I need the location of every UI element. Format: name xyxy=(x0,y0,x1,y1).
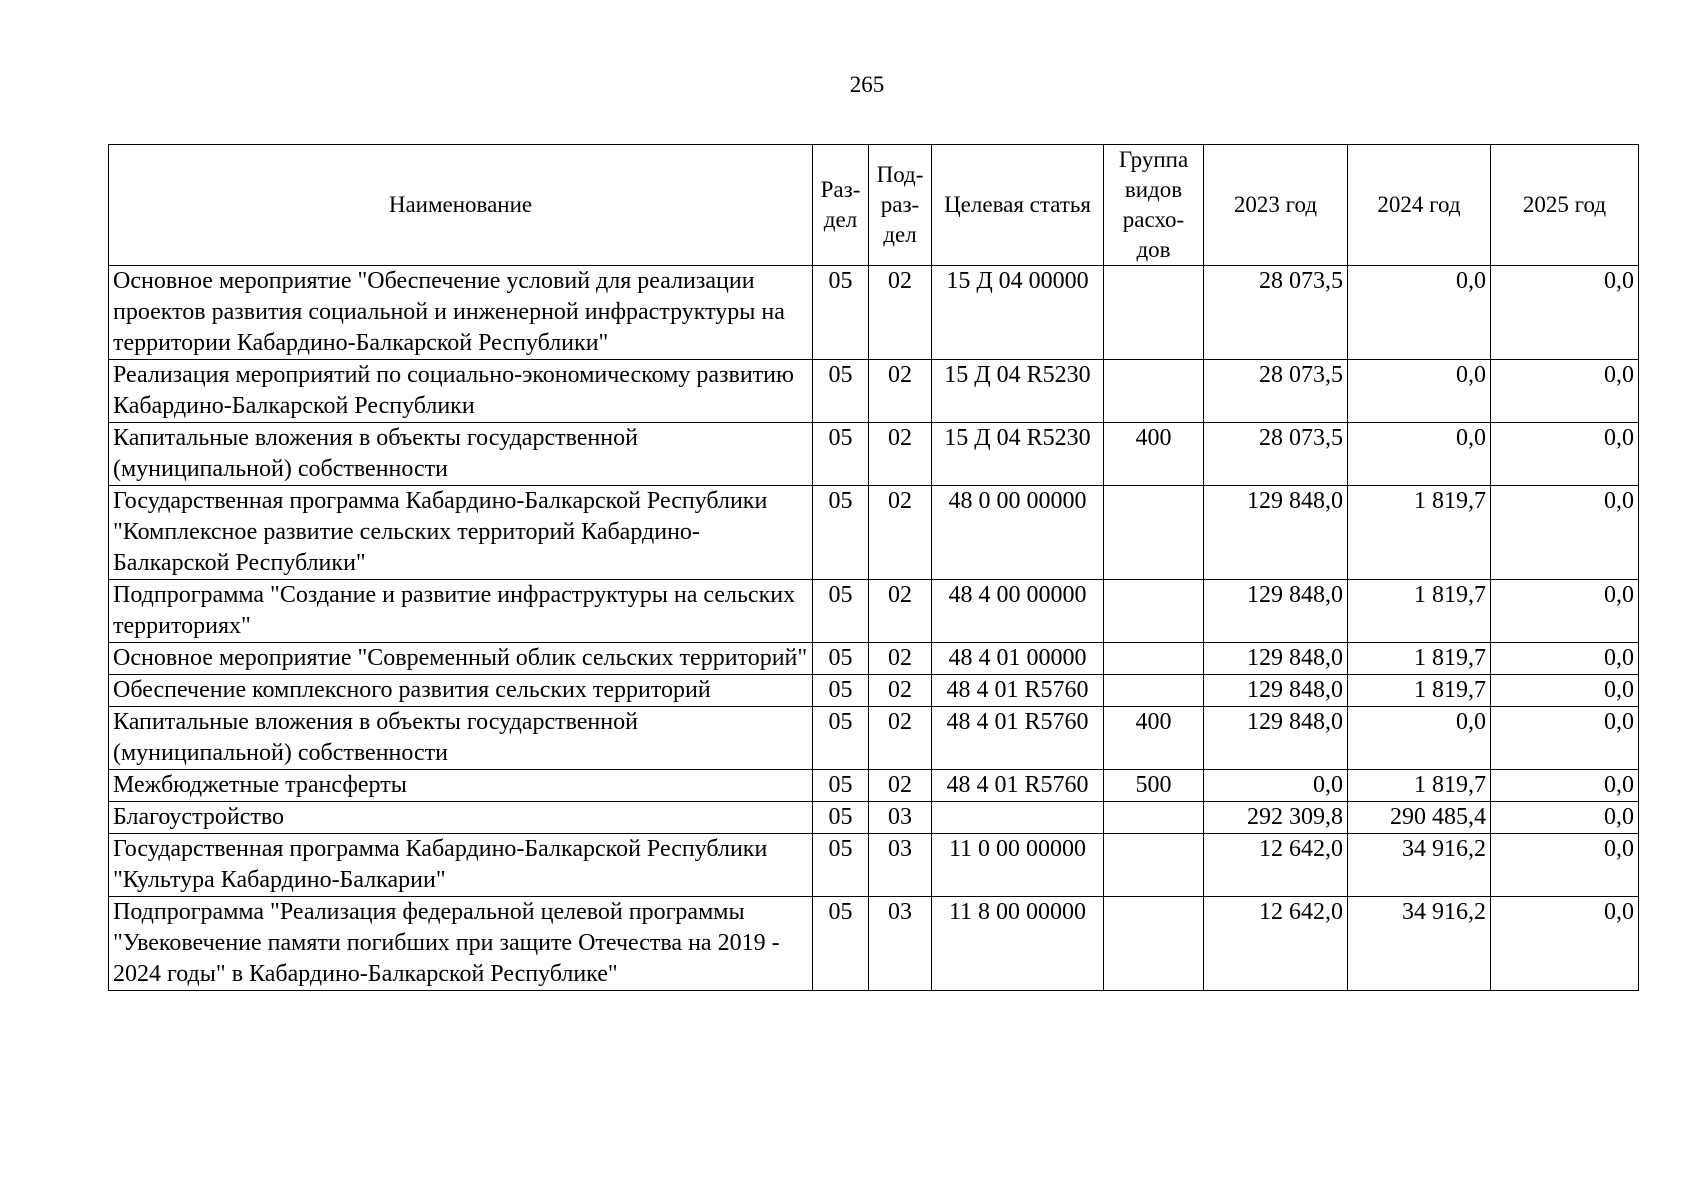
cell-2024: 1 819,7 xyxy=(1348,675,1491,707)
header-2024: 2024 год xyxy=(1348,145,1491,266)
cell-2025: 0,0 xyxy=(1491,423,1639,486)
cell-target: 48 4 01 R5760 xyxy=(932,707,1104,770)
cell-2023: 129 848,0 xyxy=(1204,675,1348,707)
table-row xyxy=(109,675,1639,707)
table-row xyxy=(109,707,1639,770)
cell-2023: 28 073,5 xyxy=(1204,360,1348,423)
cell-2024: 1 819,7 xyxy=(1348,770,1491,802)
table-row xyxy=(109,897,1639,991)
cell-2025: 0,0 xyxy=(1491,707,1639,770)
cell-group xyxy=(1104,802,1204,834)
cell-group: 400 xyxy=(1104,707,1204,770)
table-body xyxy=(109,266,1639,991)
cell-subsection: 02 xyxy=(869,486,932,580)
cell-2023: 129 848,0 xyxy=(1204,580,1348,643)
table-row xyxy=(109,486,1639,580)
cell-group xyxy=(1104,266,1204,360)
page-number: 265 xyxy=(849,72,885,97)
cell-name: Реализация мероприятий по социально-экономическому развитию Кабардино-Балкарской Республики xyxy=(109,360,813,423)
cell-2023: 12 642,0 xyxy=(1204,834,1348,897)
cell-group xyxy=(1104,643,1204,675)
cell-target: 11 0 00 00000 xyxy=(932,834,1104,897)
cell-subsection: 02 xyxy=(869,580,932,643)
cell-2024: 290 485,4 xyxy=(1348,802,1491,834)
cell-name: Подпрограмма "Создание и развитие инфраструктуры на сельских территориях" xyxy=(109,580,813,643)
cell-name: Государственная программа Кабардино-Балкарской Республики "Комплексное развитие сельских территорий Кабардино-Балкарской Республики" xyxy=(109,486,813,580)
cell-subsection: 02 xyxy=(869,675,932,707)
cell-section: 05 xyxy=(813,580,869,643)
cell-subsection: 02 xyxy=(869,770,932,802)
cell-2025: 0,0 xyxy=(1491,486,1639,580)
cell-2024: 1 819,7 xyxy=(1348,580,1491,643)
table-row xyxy=(109,360,1639,423)
cell-name: Благоустройство xyxy=(109,802,813,834)
cell-section: 05 xyxy=(813,360,869,423)
cell-section: 05 xyxy=(813,423,869,486)
cell-group: 500 xyxy=(1104,770,1204,802)
cell-subsection: 02 xyxy=(869,643,932,675)
cell-2024: 0,0 xyxy=(1348,360,1491,423)
cell-group xyxy=(1104,360,1204,423)
cell-section: 05 xyxy=(813,834,869,897)
cell-2023: 129 848,0 xyxy=(1204,707,1348,770)
cell-2025: 0,0 xyxy=(1491,266,1639,360)
cell-group xyxy=(1104,486,1204,580)
cell-2023: 129 848,0 xyxy=(1204,643,1348,675)
cell-section: 05 xyxy=(813,643,869,675)
cell-2023: 0,0 xyxy=(1204,770,1348,802)
cell-group xyxy=(1104,834,1204,897)
table-row xyxy=(109,266,1639,360)
cell-section: 05 xyxy=(813,266,869,360)
header-subsection: Под-раз-дел xyxy=(869,145,932,266)
cell-2023: 292 309,8 xyxy=(1204,802,1348,834)
cell-target: 48 4 01 R5760 xyxy=(932,770,1104,802)
cell-target: 48 4 01 R5760 xyxy=(932,675,1104,707)
cell-name: Основное мероприятие "Современный облик сельских территорий" xyxy=(109,643,813,675)
cell-group xyxy=(1104,675,1204,707)
table-row xyxy=(109,580,1639,643)
cell-name: Капитальные вложения в объекты государственной (муниципальной) собственности xyxy=(109,423,813,486)
cell-2025: 0,0 xyxy=(1491,770,1639,802)
header-target: Целевая статья xyxy=(932,145,1104,266)
header-section: Раз-дел xyxy=(813,145,869,266)
table-row xyxy=(109,770,1639,802)
cell-2023: 28 073,5 xyxy=(1204,266,1348,360)
cell-section: 05 xyxy=(813,770,869,802)
cell-target: 48 0 00 00000 xyxy=(932,486,1104,580)
cell-2023: 129 848,0 xyxy=(1204,486,1348,580)
header-2023: 2023 год xyxy=(1204,145,1348,266)
cell-2024: 1 819,7 xyxy=(1348,643,1491,675)
cell-target: 48 4 01 00000 xyxy=(932,643,1104,675)
cell-subsection: 03 xyxy=(869,897,932,991)
cell-2025: 0,0 xyxy=(1491,643,1639,675)
cell-2023: 12 642,0 xyxy=(1204,897,1348,991)
cell-name: Основное мероприятие "Обеспечение условий для реализации проектов развития социальной и инженерной инфраструктуры на территории Кабардино-Балкарской Республики" xyxy=(109,266,813,360)
cell-2025: 0,0 xyxy=(1491,834,1639,897)
table-row xyxy=(109,643,1639,675)
cell-2023: 28 073,5 xyxy=(1204,423,1348,486)
cell-2024: 34 916,2 xyxy=(1348,834,1491,897)
cell-2024: 1 819,7 xyxy=(1348,486,1491,580)
cell-target: 11 8 00 00000 xyxy=(932,897,1104,991)
cell-section: 05 xyxy=(813,897,869,991)
table-row xyxy=(109,834,1639,897)
cell-subsection: 02 xyxy=(869,707,932,770)
cell-name: Государственная программа Кабардино-Балкарской Республики "Культура Кабардино-Балкарии" xyxy=(109,834,813,897)
cell-target: 48 4 00 00000 xyxy=(932,580,1104,643)
header-group: Группа видов расхо-дов xyxy=(1104,145,1204,266)
cell-2025: 0,0 xyxy=(1491,897,1639,991)
cell-subsection: 03 xyxy=(869,834,932,897)
cell-2024: 34 916,2 xyxy=(1348,897,1491,991)
cell-subsection: 02 xyxy=(869,423,932,486)
cell-2024: 0,0 xyxy=(1348,423,1491,486)
cell-section: 05 xyxy=(813,707,869,770)
cell-name: Капитальные вложения в объекты государственной (муниципальной) собственности xyxy=(109,707,813,770)
cell-name: Подпрограмма "Реализация федеральной целевой программы "Увековечение памяти погибших при защите Отечества на 2019 - 2024 годы" в Кабардино-Балкарской Республике" xyxy=(109,897,813,991)
cell-target: 15 Д 04 00000 xyxy=(932,266,1104,360)
cell-target xyxy=(932,802,1104,834)
cell-section: 05 xyxy=(813,675,869,707)
cell-section: 05 xyxy=(813,486,869,580)
cell-section: 05 xyxy=(813,802,869,834)
table-row xyxy=(109,423,1639,486)
header-name: Наименование xyxy=(109,145,813,266)
cell-2024: 0,0 xyxy=(1348,707,1491,770)
cell-subsection: 02 xyxy=(869,360,932,423)
cell-target: 15 Д 04 R5230 xyxy=(932,423,1104,486)
cell-2025: 0,0 xyxy=(1491,580,1639,643)
cell-2025: 0,0 xyxy=(1491,802,1639,834)
budget-table xyxy=(108,144,1639,991)
cell-2024: 0,0 xyxy=(1348,266,1491,360)
cell-name: Межбюджетные трансферты xyxy=(109,770,813,802)
cell-2025: 0,0 xyxy=(1491,360,1639,423)
table-row xyxy=(109,802,1639,834)
cell-target: 15 Д 04 R5230 xyxy=(932,360,1104,423)
cell-subsection: 03 xyxy=(869,802,932,834)
cell-2025: 0,0 xyxy=(1491,675,1639,707)
cell-group xyxy=(1104,897,1204,991)
cell-name: Обеспечение комплексного развития сельских территорий xyxy=(109,675,813,707)
cell-group: 400 xyxy=(1104,423,1204,486)
table-header-row xyxy=(109,145,1639,266)
header-2025: 2025 год xyxy=(1491,145,1639,266)
cell-group xyxy=(1104,580,1204,643)
cell-subsection: 02 xyxy=(869,266,932,360)
